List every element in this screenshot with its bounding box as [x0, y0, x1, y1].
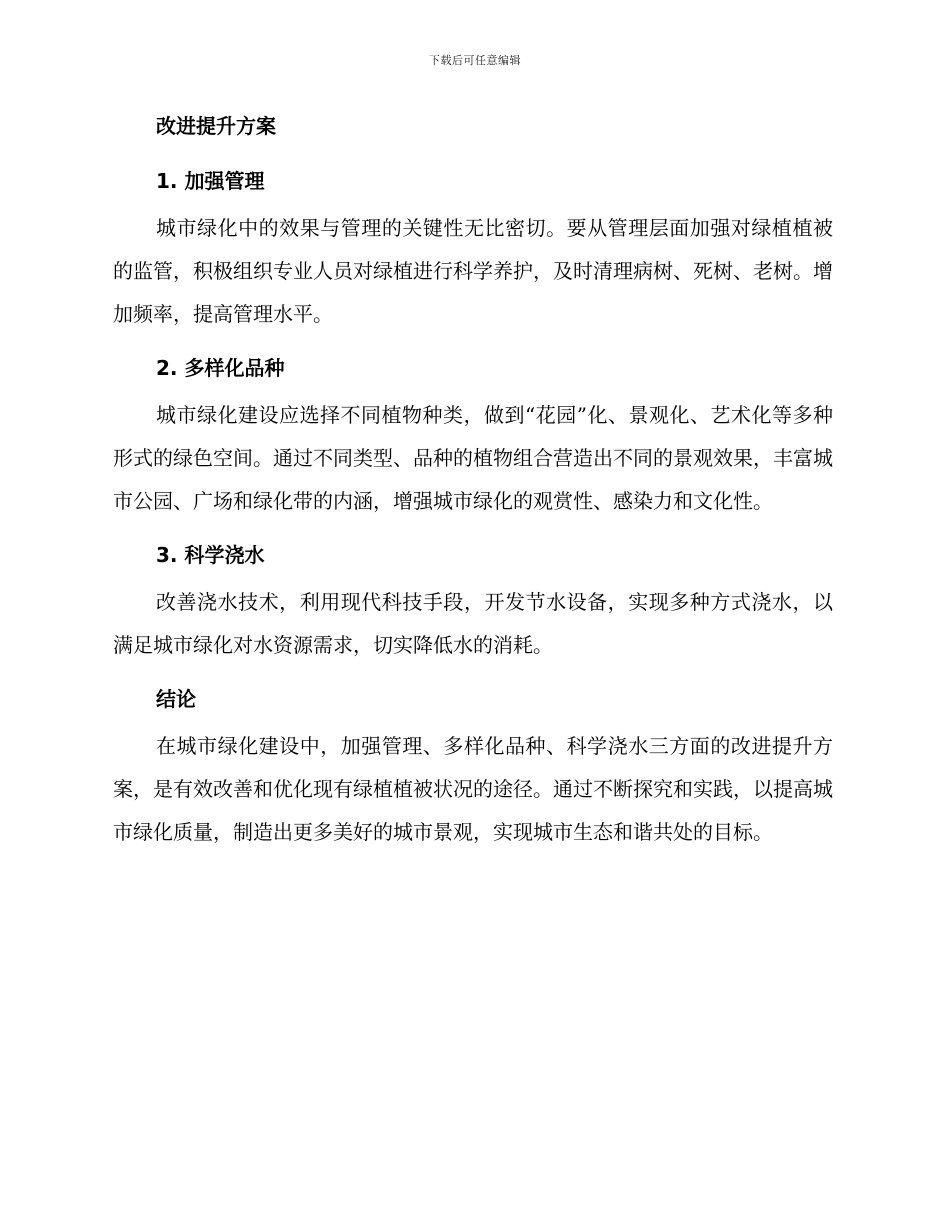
page-header: 下载后可任意编辑 [429, 54, 521, 67]
conclusion-heading: 结论 [156, 687, 196, 711]
section-paragraph-2: 城市绿化建设应选择不同植物种类，做到“花园”化、景观化、艺术化等多种形式的绿色空间。通过不同类型、品种的植物组合营造出不同的景观效果，丰富城市公园、广场和绿化带的内涵，增强城市绿化的观赏性、感染力和文化性。 [113, 403, 833, 513]
section-heading-2: 2. 多样化品种 [156, 356, 285, 380]
section-heading-3: 3. 科学浇水 [156, 543, 265, 567]
section-heading-1: 1. 加强管理 [156, 169, 265, 193]
conclusion-paragraph: 在城市绿化建设中，加强管理、多样化品种、科学浇水三方面的改进提升方案，是有效改善和优化现有绿植植被状况的途径。通过不断探究和实践，以提高城市绿化质量，制造出更多美好的城市景观，实现城市生态和谐共处的目标。 [113, 734, 833, 844]
section-paragraph-3: 改善浇水技术，利用现代科技手段，开发节水设备，实现多种方式浇水，以满足城市绿化对水资源需求，切实降低水的消耗。 [113, 590, 833, 657]
document-title: 改进提升方案 [156, 114, 276, 138]
section-paragraph-1: 城市绿化中的效果与管理的关键性无比密切。要从管理层面加强对绿植植被的监管，积极组织专业人员对绿植进行科学养护，及时清理病树、死树、老树。增加频率，提高管理水平。 [113, 216, 833, 326]
document-body [113, 108, 833, 854]
